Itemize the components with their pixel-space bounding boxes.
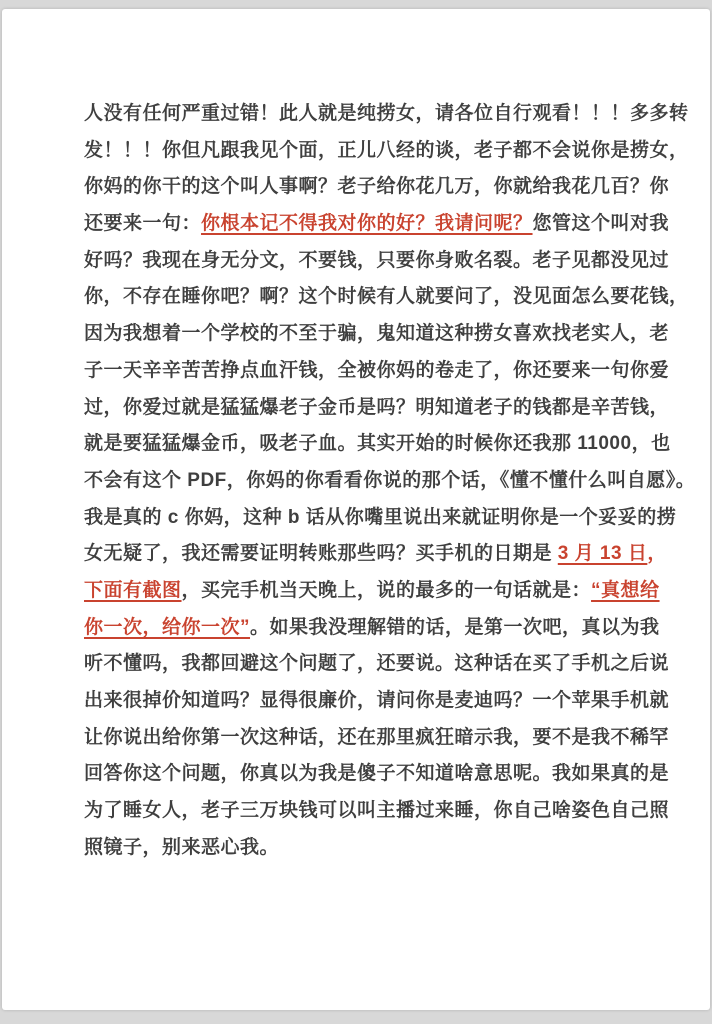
text-line [84, 463, 696, 500]
text-segment: ，买完手机当天晚上，说的最多的一句话就是： [181, 579, 592, 601]
text-segment: 回答你这个问题，你真以为我是傻子不知道啥意思呢。我如果真的是 [84, 763, 670, 785]
text-line [84, 243, 670, 280]
text-line [84, 206, 670, 243]
text-segment: ， [647, 543, 667, 565]
text-segment: 你，不存在睡你吧？啊？这个时候有人就要问了，没见面怎么要花钱， [84, 286, 689, 308]
text-segment: 子一天辛辛苦苦挣点血汗钱，全被你妈的卷走了，你还要来一句你爱 [84, 359, 670, 381]
text-segment: 过，你爱过就是猛猛爆老子金币是吗？明知道老子的钱都是辛苦钱， [84, 396, 670, 418]
text-segment: 就是要猛猛爆金币，吸老子血。其实开始的时候你还我那 11000，也 [84, 433, 671, 455]
text-line [84, 169, 670, 206]
text-line [84, 646, 670, 683]
text-line [84, 756, 670, 793]
text-segment: 照镜子，别来恶心我。 [84, 836, 280, 858]
text-line [84, 316, 670, 353]
text-line [84, 793, 670, 830]
text-segment: 好吗？我现在身无分文，不要钱，只要你身败名裂。老子见都没见过 [84, 249, 670, 271]
text-line [84, 500, 677, 537]
text-line [84, 279, 689, 316]
text-line [84, 353, 670, 390]
text-segment: 出来很掉价知道吗？显得很廉价，请问你是麦迪吗？一个苹果手机就 [84, 690, 670, 711]
text-segment: 我是真的 c 你妈，这种 b 话从你嘴里说出来就证明你是一个妥妥的捞 [84, 506, 677, 528]
text-line [84, 536, 667, 573]
text-segment: 你根本记不得我对你的好？我请问呢？ [201, 213, 533, 235]
text-line [84, 573, 660, 610]
text-segment: 为了睡女人，老子三万块钱可以叫主播过来睡，你自己啥姿色自己照 [84, 800, 670, 822]
text-segment: 您管这个叫对我 [532, 213, 670, 235]
document-text [84, 96, 696, 866]
text-segment: 人没有任何严重过错！此人就是纯捞女，请各位自行观看！！！多多转 [84, 103, 689, 124]
text-segment: 因为我想着一个学校的不至于骗，鬼知道这种捞女喜欢找老实人，老 [84, 323, 670, 345]
text-segment: 听不懂吗，我都回避这个问题了，还要说。这种话在买了手机之后说 [84, 653, 670, 675]
text-segment: 下面有截图 [84, 579, 182, 601]
text-segment: 你一次，给你一次” [84, 616, 251, 638]
text-line [84, 830, 630, 867]
text-segment: “真想给 [591, 579, 660, 601]
text-line [84, 133, 689, 170]
text-line [84, 390, 670, 427]
text-line [84, 96, 689, 133]
text-line [84, 720, 670, 757]
text-segment: 发！！！你但凡跟我见个面，正儿八经的谈，老子都不会说你是捞女， [84, 139, 689, 161]
text-segment: 女无疑了，我还需要证明转账那些吗？买手机的日期是 [84, 543, 558, 565]
text-segment: 不会有这个 PDF，你妈的你看看你说的那个话，《懂不懂什么叫自愿》。 [84, 469, 696, 491]
text-line [84, 610, 660, 647]
text-line [84, 426, 671, 463]
text-segment: 。如果我没理解错的话，是第一次吧，真以为我 [250, 616, 660, 638]
text-segment: 还要来一句： [84, 213, 202, 235]
text-segment: 你妈的你干的这个叫人事啊？老子给你花几万，你就给我花几百？你 [84, 176, 670, 198]
document-page [2, 9, 710, 1010]
text-segment: 3 月 13 日 [557, 543, 648, 565]
text-line [84, 683, 670, 720]
text-segment: 让你说出给你第一次这种话，还在那里疯狂暗示我，要不是我不稀罕 [84, 726, 670, 748]
